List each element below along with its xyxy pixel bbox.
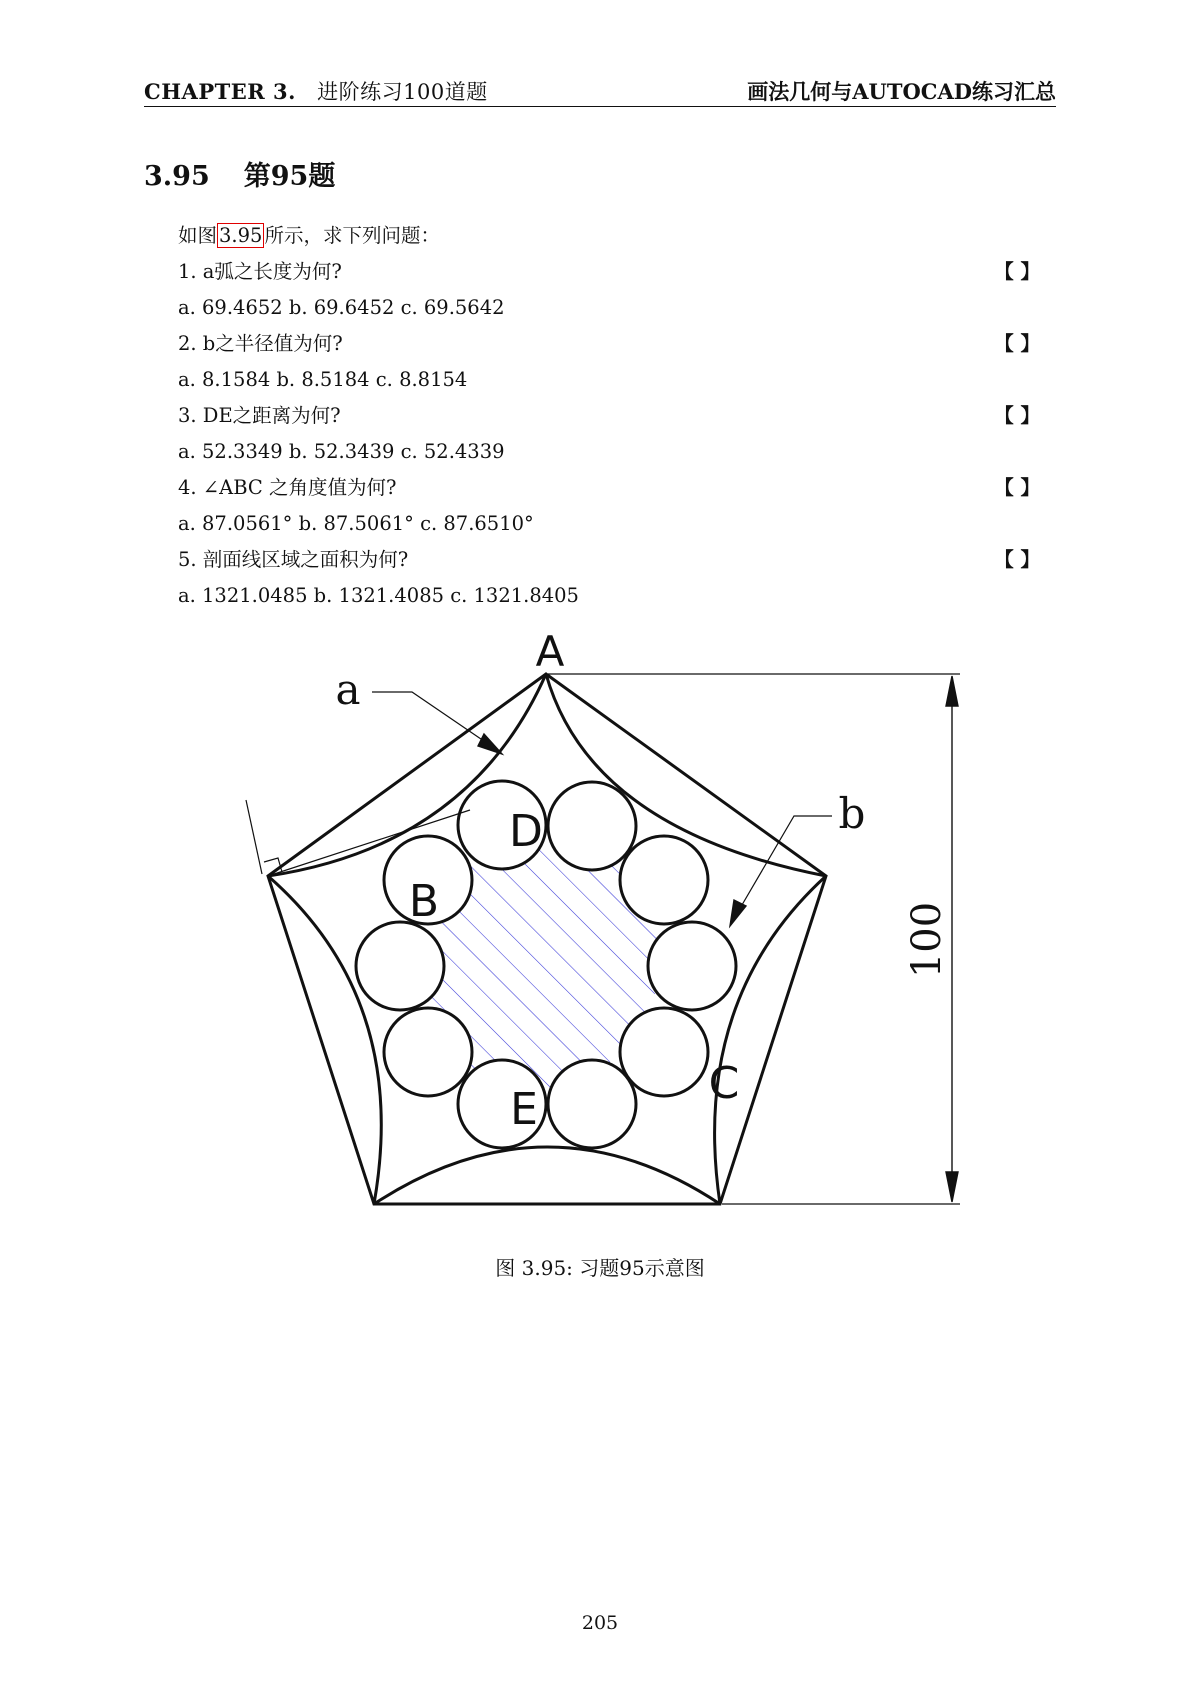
question-text: 3. DE之距离为何? [178, 404, 341, 427]
label-D: D [509, 806, 543, 857]
answer-bracket: 【 】 [994, 404, 1040, 427]
chapter-title: 进阶练习100道题 [317, 80, 488, 104]
section-title: 第95题 [243, 161, 336, 192]
label-B: B [408, 876, 440, 927]
answer-bracket: 【 】 [994, 332, 1040, 355]
dimension-arrow-top [946, 676, 958, 706]
leader-arrow-a [478, 734, 502, 754]
label-A: A [535, 627, 565, 676]
options-5: a. 1321.0485 b. 1321.4085 c. 1321.8405 [178, 584, 579, 607]
options-2: a. 8.1584 b. 8.5184 c. 8.8154 [178, 368, 468, 391]
circle-left-3 [384, 1008, 472, 1096]
page-number: 205 [581, 1612, 619, 1634]
label-E: E [510, 1084, 538, 1135]
circle-left-2 [356, 922, 444, 1010]
dimension-value: 100 [904, 901, 950, 979]
circle-bottom-right [548, 1060, 636, 1148]
arc-bottom [374, 1147, 720, 1204]
chapter-number: CHAPTER 3. [144, 79, 296, 104]
answer-bracket: 【 】 [994, 476, 1040, 499]
circle-top-right [548, 782, 636, 870]
answer-bracket: 【 】 [994, 548, 1040, 571]
circle-right-1 [620, 836, 708, 924]
intro-prefix: 如图 [178, 224, 218, 247]
circle-right-3 [620, 1008, 708, 1096]
question-text: 4. ∠ABC 之角度值为何? [178, 476, 397, 499]
construction-line [246, 800, 262, 874]
options-4: a. 87.0561° b. 87.5061° c. 87.6510° [178, 512, 534, 535]
question-text: 5. 剖面线区域之面积为何? [178, 548, 409, 571]
section-number: 3.95 [144, 161, 210, 192]
circle-b-radius [648, 922, 736, 1010]
question-text: 2. b之半径值为何? [178, 332, 343, 355]
right-angle-mark [264, 858, 282, 872]
figure-reference-link[interactable]: 3.95 [219, 224, 263, 247]
figure-caption: 图 3.95: 习题95示意图 [495, 1256, 705, 1280]
options-3: a. 52.3349 b. 52.3439 c. 52.4339 [178, 440, 505, 463]
dimension-arrow-bottom [946, 1172, 958, 1202]
label-b: b [838, 789, 866, 838]
label-a: a [335, 665, 361, 714]
leader-arrow-b [730, 900, 746, 926]
book-title: 画法几何与AUTOCAD练习汇总 [747, 79, 1056, 104]
question-text: 1. a弧之长度为何? [178, 260, 342, 283]
options-1: a. 69.4652 b. 69.6452 c. 69.5642 [178, 296, 505, 319]
answer-bracket: 【 】 [994, 260, 1040, 283]
label-C: C [708, 1058, 740, 1109]
intro-suffix: 所示，求下列问题： [264, 224, 440, 247]
